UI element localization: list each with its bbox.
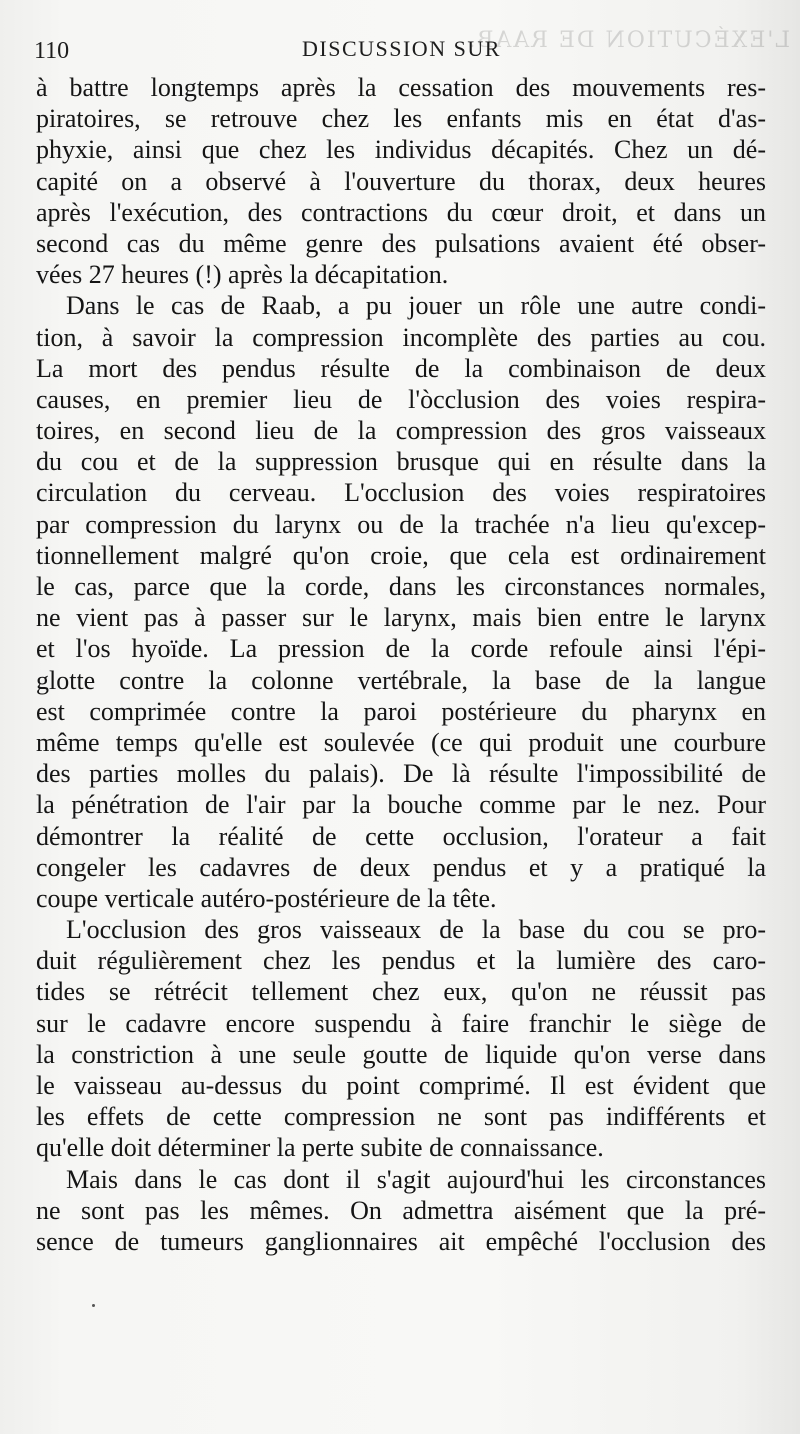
- text-line: le cas, parce que la corde, dans les circonstances normales,: [36, 572, 766, 601]
- text-line: ne vient pas à passer sur le larynx, mais bien entre le larynx: [36, 603, 766, 633]
- text-line: circulation du cerveau. L'occlusion des voies respiratoires: [36, 478, 766, 508]
- bleed-through-text: L'EXÉCUTION DE RAAB.: [466, 28, 790, 53]
- text-line: par compression du larynx ou de la trachée n'a lieu qu'excep-: [36, 509, 766, 539]
- text-line: second cas du même genre des pulsations avaient été obser-: [36, 228, 766, 258]
- text-line: sence de tumeurs ganglionnaires ait empêché l'occlusion des: [36, 1226, 766, 1256]
- text-line: piratoires, se retrouve chez les enfants mis en état d'as-: [36, 104, 766, 134]
- text-line: ne sont pas les mêmes. On admettra aisément que la pré-: [36, 1195, 766, 1225]
- text-line: des parties molles du palais). De là résulte l'impossibilité de: [36, 759, 766, 789]
- text-line: La mort des pendus résulte de la combinaison de deux: [36, 353, 766, 383]
- text-line: coupe verticale autéro-postérieure de la tête.: [36, 883, 497, 913]
- ink-speck: [92, 1304, 95, 1307]
- text-line: duit régulièrement chez les pendus et la lumière des caro-: [36, 946, 766, 976]
- text-line: phyxie, ainsi que chez les individus décapités. Chez un dé-: [36, 135, 766, 165]
- text-line: qu'elle doit déterminer la perte subite de connaissance.: [36, 1133, 604, 1163]
- text-line: toires, en second lieu de la compression des gros vaisseaux: [36, 416, 766, 446]
- text-line: tides se rétrécit tellement chez eux, qu'on ne réussit pas: [36, 977, 766, 1007]
- text-line: glotte contre la colonne vertébrale, la base de la langue: [36, 665, 766, 695]
- text-line: à battre longtemps après la cessation des mouvements res-: [36, 73, 766, 102]
- page-number: 110: [34, 38, 70, 64]
- text-line: après l'exécution, des contractions du cœur droit, et dans un: [36, 197, 766, 227]
- text-line: le vaisseau au-dessus du point comprimé. Il est évident que: [36, 1071, 766, 1100]
- text-line: L'occlusion des gros vaisseaux de la base du cou se pro-: [66, 915, 766, 945]
- running-title: DISCUSSION SUR: [302, 36, 501, 61]
- text-line: est comprimée contre la paroi postérieure du pharynx en: [36, 696, 766, 726]
- text-line: sur le cadavre encore suspendu à faire franchir le siège de: [36, 1008, 766, 1038]
- text-line: démontrer la réalité de cette occlusion, l'orateur a fait: [36, 821, 766, 851]
- text-line: tionnellement malgré qu'on croie, que cela est ordinairement: [36, 540, 766, 570]
- body-text: [36, 72, 766, 1257]
- text-line: et l'os hyoïde. La pression de la corde refoule ainsi l'épi-: [36, 634, 766, 664]
- text-line: la pénétration de l'air par la bouche comme par le nez. Pour: [36, 790, 766, 820]
- text-line: du cou et de la suppression brusque qui en résulte dans la: [36, 447, 766, 477]
- text-line: congeler les cadavres de deux pendus et y a pratiqué la: [36, 852, 766, 882]
- text-line: la constriction à une seule goutte de liquide qu'on verse dans: [36, 1039, 766, 1069]
- text-line: même temps qu'elle est soulevée (ce qui produit une courbure: [36, 727, 766, 757]
- text-line: Mais dans le cas dont il s'agit aujourd'hui les circonstances: [66, 1164, 766, 1194]
- text-line: Dans le cas de Raab, a pu jouer un rôle une autre condi-: [66, 291, 766, 321]
- text-line: capité on a observé à l'ouverture du thorax, deux heures: [36, 166, 766, 196]
- text-line: vées 27 heures (!) après la décapitation.: [36, 260, 449, 290]
- text-line: tion, à savoir la compression incomplète des parties au cou.: [36, 322, 766, 352]
- page-header: [0, 32, 800, 68]
- text-line: causes, en premier lieu de l'òcclusion des voies respira-: [36, 384, 766, 414]
- text-line: les effets de cette compression ne sont pas indifférents et: [36, 1102, 766, 1132]
